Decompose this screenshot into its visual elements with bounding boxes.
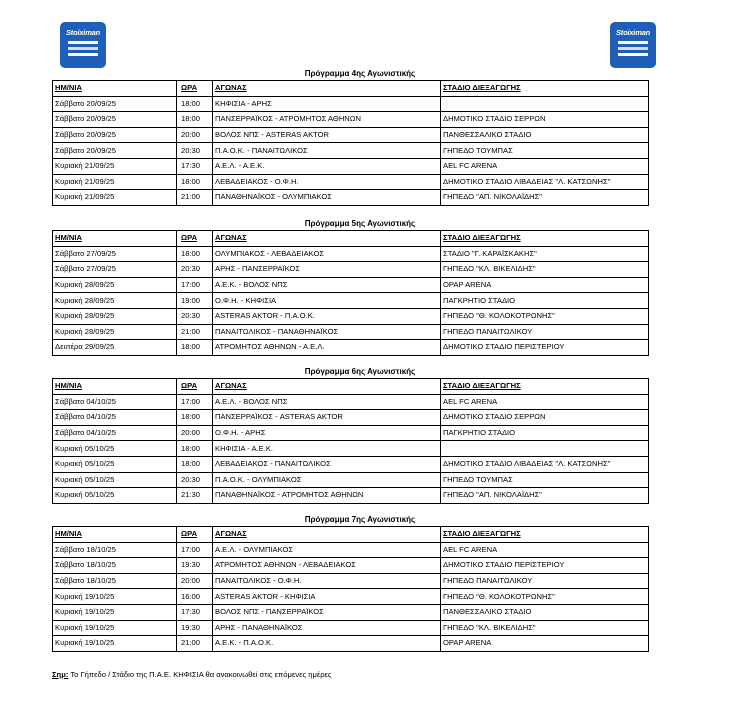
cell-match: ΒΟΛΟΣ ΝΠΣ - ΠΑΝΣΕΡΡΑΪΚΟΣ	[213, 604, 441, 620]
cell-stadium: ΔΗΜΟΤΙΚΟ ΣΤΑΔΙΟ ΣΕΡΡΩΝ	[441, 410, 649, 426]
cell-date: Κυριακή 05/10/25	[53, 472, 177, 488]
cell-stadium: ΓΗΠΕΔΟ ΤΟΥΜΠΑΣ	[441, 143, 649, 159]
cell-stadium: AEL FC ARENA	[441, 542, 649, 558]
section-title: Πρόγραμμα 6ης Αγωνιστικής	[304, 367, 416, 376]
table-row	[53, 394, 649, 410]
cell-time: 20:00	[177, 425, 213, 441]
cell-stadium: AEL FC ARENA	[441, 394, 649, 410]
cell-stadium: ΓΗΠΕΔΟ "Θ. ΚΟΛΟΚΟΤΡΩΝΗΣ"	[441, 589, 649, 605]
cell-date: Σάββατο 04/10/25	[53, 425, 177, 441]
logo-bars-icon	[68, 41, 98, 56]
table-row	[53, 589, 649, 605]
table-row	[53, 410, 649, 426]
cell-match: Α.Ε.Λ. - ΟΛΥΜΠΙΑΚΟΣ	[213, 542, 441, 558]
header-stadium: ΣΤΑΔΙΟ ΔΙΕΞΑΓΩΓΗΣ	[441, 231, 649, 247]
cell-match: ΑΤΡΟΜΗΤΟΣ ΑΘΗΝΩΝ - Α.Ε.Λ.	[213, 340, 441, 356]
cell-time: 18:00	[177, 112, 213, 128]
header-match: ΑΓΩΝΑΣ	[213, 231, 441, 247]
table-row	[53, 293, 649, 309]
cell-time: 17:30	[177, 158, 213, 174]
cell-date: Κυριακή 05/10/25	[53, 441, 177, 457]
table-row	[53, 425, 649, 441]
table-row	[53, 620, 649, 636]
cell-match: ΛΕΒΑΔΕΙΑΚΟΣ - Ο.Φ.Η.	[213, 174, 441, 190]
cell-stadium: ΠΑΝΘΕΣΣΑΛΙΚΟ ΣΤΑΔΙΟ	[441, 127, 649, 143]
cell-date: Σάββατο 20/09/25	[53, 127, 177, 143]
table-row	[53, 636, 649, 652]
cell-stadium: ΠΑΓΚΡΗΤΙΟ ΣΤΑΔΙΟ	[441, 293, 649, 309]
cell-time: 21:00	[177, 190, 213, 206]
cell-time: 20:30	[177, 308, 213, 324]
cell-stadium: OPAP ARENA	[441, 277, 649, 293]
cell-stadium: ΓΗΠΕΔΟ ΤΟΥΜΠΑΣ	[441, 472, 649, 488]
cell-stadium	[441, 96, 649, 112]
table-row	[53, 542, 649, 558]
header-time: ΩΡΑ	[177, 527, 213, 543]
cell-date: Κυριακή 21/09/25	[53, 174, 177, 190]
cell-time: 19:00	[177, 293, 213, 309]
cell-date: Σάββατο 27/09/25	[53, 262, 177, 278]
cell-match: Ο.Φ.Η. - ΑΡΗΣ	[213, 425, 441, 441]
cell-stadium: ΠΑΓΚΡΗΤΙΟ ΣΤΑΔΙΟ	[441, 425, 649, 441]
cell-date: Κυριακή 28/09/25	[53, 308, 177, 324]
section-title: Πρόγραμμα 4ης Αγωνιστικής	[304, 69, 416, 78]
cell-match: Α.Ε.Κ. - ΒΟΛΟΣ ΝΠΣ	[213, 277, 441, 293]
table-row	[53, 96, 649, 112]
table-row	[53, 340, 649, 356]
cell-stadium: ΠΑΝΘΕΣΣΑΛΙΚΟ ΣΤΑΔΙΟ	[441, 604, 649, 620]
table-row	[53, 143, 649, 159]
cell-match: ΠΑΝΣΕΡΡΑΪΚΟΣ - ΑΤΡΟΜΗΤΟΣ ΑΘΗΝΩΝ	[213, 112, 441, 128]
cell-time: 17:00	[177, 542, 213, 558]
logo-bars-icon	[618, 41, 648, 56]
cell-time: 18:00	[177, 246, 213, 262]
cell-match: Α.Ε.Κ. - Π.Α.Ο.Κ.	[213, 636, 441, 652]
section-title: Πρόγραμμα 7ης Αγωνιστικής	[304, 515, 416, 524]
table-row	[53, 127, 649, 143]
footnote	[52, 670, 332, 679]
cell-match: ΑΡΗΣ - ΠΑΝΑΘΗΝΑΪΚΟΣ	[213, 620, 441, 636]
logo-brand-text: Stoiximan	[65, 28, 101, 37]
cell-time: 17:30	[177, 604, 213, 620]
table-row	[53, 174, 649, 190]
header-time: ΩΡΑ	[177, 81, 213, 97]
cell-date: Κυριακή 19/10/25	[53, 589, 177, 605]
schedule-table	[52, 526, 649, 652]
cell-match: ΟΛΥΜΠΙΑΚΟΣ - ΛΕΒΑΔΕΙΑΚΟΣ	[213, 246, 441, 262]
cell-match: ASTERAS AKTOR - ΚΗΦΙΣΙΑ	[213, 589, 441, 605]
stoiximan-logo-left	[60, 22, 106, 68]
cell-time: 19:30	[177, 620, 213, 636]
cell-match: Α.Ε.Λ. - Α.Ε.Κ.	[213, 158, 441, 174]
cell-match: ΒΟΛΟΣ ΝΠΣ - ASTERAS AKTOR	[213, 127, 441, 143]
cell-time: 16:00	[177, 589, 213, 605]
cell-date: Κυριακή 19/10/25	[53, 604, 177, 620]
cell-stadium: AEL FC ARENA	[441, 158, 649, 174]
cell-match: ΠΑΝΑΙΤΩΛΙΚΟΣ - Ο.Φ.Η.	[213, 573, 441, 589]
cell-stadium: ΓΗΠΕΔΟ ΠΑΝΑΙΤΩΛΙΚΟΥ	[441, 324, 649, 340]
footnote-label: Σημ:	[52, 670, 69, 679]
cell-match: ΑΡΗΣ - ΠΑΝΣΕΡΡΑΪΚΟΣ	[213, 262, 441, 278]
cell-date: Σάββατο 20/09/25	[53, 112, 177, 128]
table-row	[53, 558, 649, 574]
cell-date: Σάββατο 04/10/25	[53, 410, 177, 426]
schedule-table	[52, 378, 649, 504]
table-row	[53, 262, 649, 278]
cell-match: Π.Α.Ο.Κ. - ΠΑΝΑΙΤΩΛΙΚΟΣ	[213, 143, 441, 159]
cell-time: 21:00	[177, 636, 213, 652]
cell-date: Κυριακή 19/10/25	[53, 636, 177, 652]
cell-match: ΠΑΝΣΕΡΡΑΪΚΟΣ - ASTERAS AKTOR	[213, 410, 441, 426]
header-date: ΗΜ/ΝΙΑ	[53, 81, 177, 97]
cell-time: 20:30	[177, 143, 213, 159]
cell-date: Δευτέρα 29/09/25	[53, 340, 177, 356]
cell-date: Σάββατο 18/10/25	[53, 542, 177, 558]
cell-stadium: ΣΤΑΔΙΟ "Γ. ΚΑΡΑΪΣΚΑΚΗΣ"	[441, 246, 649, 262]
cell-stadium: ΓΗΠΕΔΟ "ΚΛ. ΒΙΚΕΛΙΔΗΣ"	[441, 262, 649, 278]
cell-date: Κυριακή 05/10/25	[53, 488, 177, 504]
cell-stadium: ΔΗΜΟΤΙΚΟ ΣΤΑΔΙΟ ΠΕΡΙΣΤΕΡΙΟΥ	[441, 558, 649, 574]
cell-date: Κυριακή 28/09/25	[53, 293, 177, 309]
cell-time: 20:30	[177, 262, 213, 278]
cell-time: 18:00	[177, 410, 213, 426]
cell-time: 18:00	[177, 174, 213, 190]
table-row	[53, 112, 649, 128]
cell-time: 18:00	[177, 441, 213, 457]
cell-time: 18:00	[177, 340, 213, 356]
cell-stadium: ΓΗΠΕΔΟ ΠΑΝΑΙΤΩΛΙΚΟΥ	[441, 573, 649, 589]
cell-date: Σάββατο 18/10/25	[53, 558, 177, 574]
cell-time: 17:00	[177, 394, 213, 410]
cell-stadium: ΓΗΠΕΔΟ "ΚΛ. ΒΙΚΕΛΙΔΗΣ"	[441, 620, 649, 636]
cell-date: Κυριακή 19/10/25	[53, 620, 177, 636]
table-row	[53, 573, 649, 589]
table-row	[53, 488, 649, 504]
schedule-section	[52, 514, 648, 652]
header-time: ΩΡΑ	[177, 379, 213, 395]
table-header-row	[53, 527, 649, 543]
table-row	[53, 441, 649, 457]
cell-stadium: ΓΗΠΕΔΟ "Θ. ΚΟΛΟΚΟΤΡΩΝΗΣ"	[441, 308, 649, 324]
cell-match: ΠΑΝΑΙΤΩΛΙΚΟΣ - ΠΑΝΑΘΗΝΑΪΚΟΣ	[213, 324, 441, 340]
header-match: ΑΓΩΝΑΣ	[213, 379, 441, 395]
cell-time: 20:30	[177, 472, 213, 488]
header-time: ΩΡΑ	[177, 231, 213, 247]
header-match: ΑΓΩΝΑΣ	[213, 81, 441, 97]
cell-match: Ο.Φ.Η. - ΚΗΦΙΣΙΑ	[213, 293, 441, 309]
cell-time: 18:00	[177, 96, 213, 112]
header-date: ΗΜ/ΝΙΑ	[53, 231, 177, 247]
cell-time: 20:00	[177, 127, 213, 143]
table-row	[53, 277, 649, 293]
table-row	[53, 456, 649, 472]
cell-stadium: ΔΗΜΟΤΙΚΟ ΣΤΑΔΙΟ ΛΙΒΑΔΕΙΑΣ "Λ. ΚΑΤΣΩΝΗΣ"	[441, 174, 649, 190]
cell-date: Σάββατο 27/09/25	[53, 246, 177, 262]
table-row	[53, 324, 649, 340]
table-header-row	[53, 231, 649, 247]
cell-match: ΛΕΒΑΔΕΙΑΚΟΣ - ΠΑΝΑΙΤΩΛΙΚΟΣ	[213, 456, 441, 472]
schedule-table	[52, 80, 649, 206]
header-date: ΗΜ/ΝΙΑ	[53, 379, 177, 395]
cell-match: ASTERAS AKTOR - Π.Α.Ο.Κ.	[213, 308, 441, 324]
cell-date: Κυριακή 05/10/25	[53, 456, 177, 472]
cell-match: Α.Ε.Λ. - ΒΟΛΟΣ ΝΠΣ	[213, 394, 441, 410]
cell-date: Κυριακή 28/09/25	[53, 324, 177, 340]
table-row	[53, 246, 649, 262]
cell-date: Σάββατο 20/09/25	[53, 96, 177, 112]
cell-stadium: ΔΗΜΟΤΙΚΟ ΣΤΑΔΙΟ ΛΙΒΑΔΕΙΑΣ "Λ. ΚΑΤΣΩΝΗΣ"	[441, 456, 649, 472]
cell-match: Π.Α.Ο.Κ. - ΟΛΥΜΠΙΑΚΟΣ	[213, 472, 441, 488]
cell-stadium	[441, 441, 649, 457]
section-title: Πρόγραμμα 5ης Αγωνιστικής	[304, 219, 416, 228]
header-match: ΑΓΩΝΑΣ	[213, 527, 441, 543]
stoiximan-logo-right	[610, 22, 656, 68]
schedule-section	[52, 68, 648, 206]
cell-date: Κυριακή 21/09/25	[53, 158, 177, 174]
cell-date: Σάββατο 18/10/25	[53, 573, 177, 589]
cell-date: Κυριακή 21/09/25	[53, 190, 177, 206]
cell-time: 20:00	[177, 573, 213, 589]
table-row	[53, 158, 649, 174]
header-stadium: ΣΤΑΔΙΟ ΔΙΕΞΑΓΩΓΗΣ	[441, 81, 649, 97]
cell-time: 18:00	[177, 456, 213, 472]
table-row	[53, 604, 649, 620]
table-row	[53, 472, 649, 488]
footnote-text: Το Γήπεδο / Στάδιο της Π.Α.Ε. ΚΗΦΙΣΙΑ θα ανακοινωθεί στις επόμενες ημέρες	[68, 670, 332, 679]
header-stadium: ΣΤΑΔΙΟ ΔΙΕΞΑΓΩΓΗΣ	[441, 379, 649, 395]
cell-stadium: ΓΗΠΕΔΟ "ΑΠ. ΝΙΚΟΛΑΪΔΗΣ"	[441, 488, 649, 504]
table-row	[53, 308, 649, 324]
cell-stadium: ΓΗΠΕΔΟ "ΑΠ. ΝΙΚΟΛΑΪΔΗΣ"	[441, 190, 649, 206]
cell-match: ΚΗΦΙΣΙΑ - ΑΡΗΣ	[213, 96, 441, 112]
cell-stadium: ΔΗΜΟΤΙΚΟ ΣΤΑΔΙΟ ΠΕΡΙΣΤΕΡΙΟΥ	[441, 340, 649, 356]
cell-time: 21:00	[177, 324, 213, 340]
cell-match: ΠΑΝΑΘΗΝΑΪΚΟΣ - ΑΤΡΟΜΗΤΟΣ ΑΘΗΝΩΝ	[213, 488, 441, 504]
cell-date: Σάββατο 20/09/25	[53, 143, 177, 159]
cell-stadium: ΔΗΜΟΤΙΚΟ ΣΤΑΔΙΟ ΣΕΡΡΩΝ	[441, 112, 649, 128]
cell-date: Κυριακή 28/09/25	[53, 277, 177, 293]
header-date: ΗΜ/ΝΙΑ	[53, 527, 177, 543]
table-row	[53, 190, 649, 206]
cell-time: 19:30	[177, 558, 213, 574]
cell-match: ΑΤΡΟΜΗΤΟΣ ΑΘΗΝΩΝ - ΛΕΒΑΔΕΙΑΚΟΣ	[213, 558, 441, 574]
cell-date: Σάββατο 04/10/25	[53, 394, 177, 410]
cell-stadium: OPAP ARENA	[441, 636, 649, 652]
schedule-table	[52, 230, 649, 356]
table-header-row	[53, 81, 649, 97]
cell-time: 17:00	[177, 277, 213, 293]
cell-match: ΠΑΝΑΘΗΝΑΪΚΟΣ - ΟΛΥΜΠΙΑΚΟΣ	[213, 190, 441, 206]
schedule-section	[52, 366, 648, 504]
header-stadium: ΣΤΑΔΙΟ ΔΙΕΞΑΓΩΓΗΣ	[441, 527, 649, 543]
table-header-row	[53, 379, 649, 395]
cell-time: 21:30	[177, 488, 213, 504]
cell-match: ΚΗΦΙΣΙΑ - Α.Ε.Κ.	[213, 441, 441, 457]
logo-brand-text: Stoiximan	[615, 28, 651, 37]
schedule-section	[52, 218, 648, 356]
